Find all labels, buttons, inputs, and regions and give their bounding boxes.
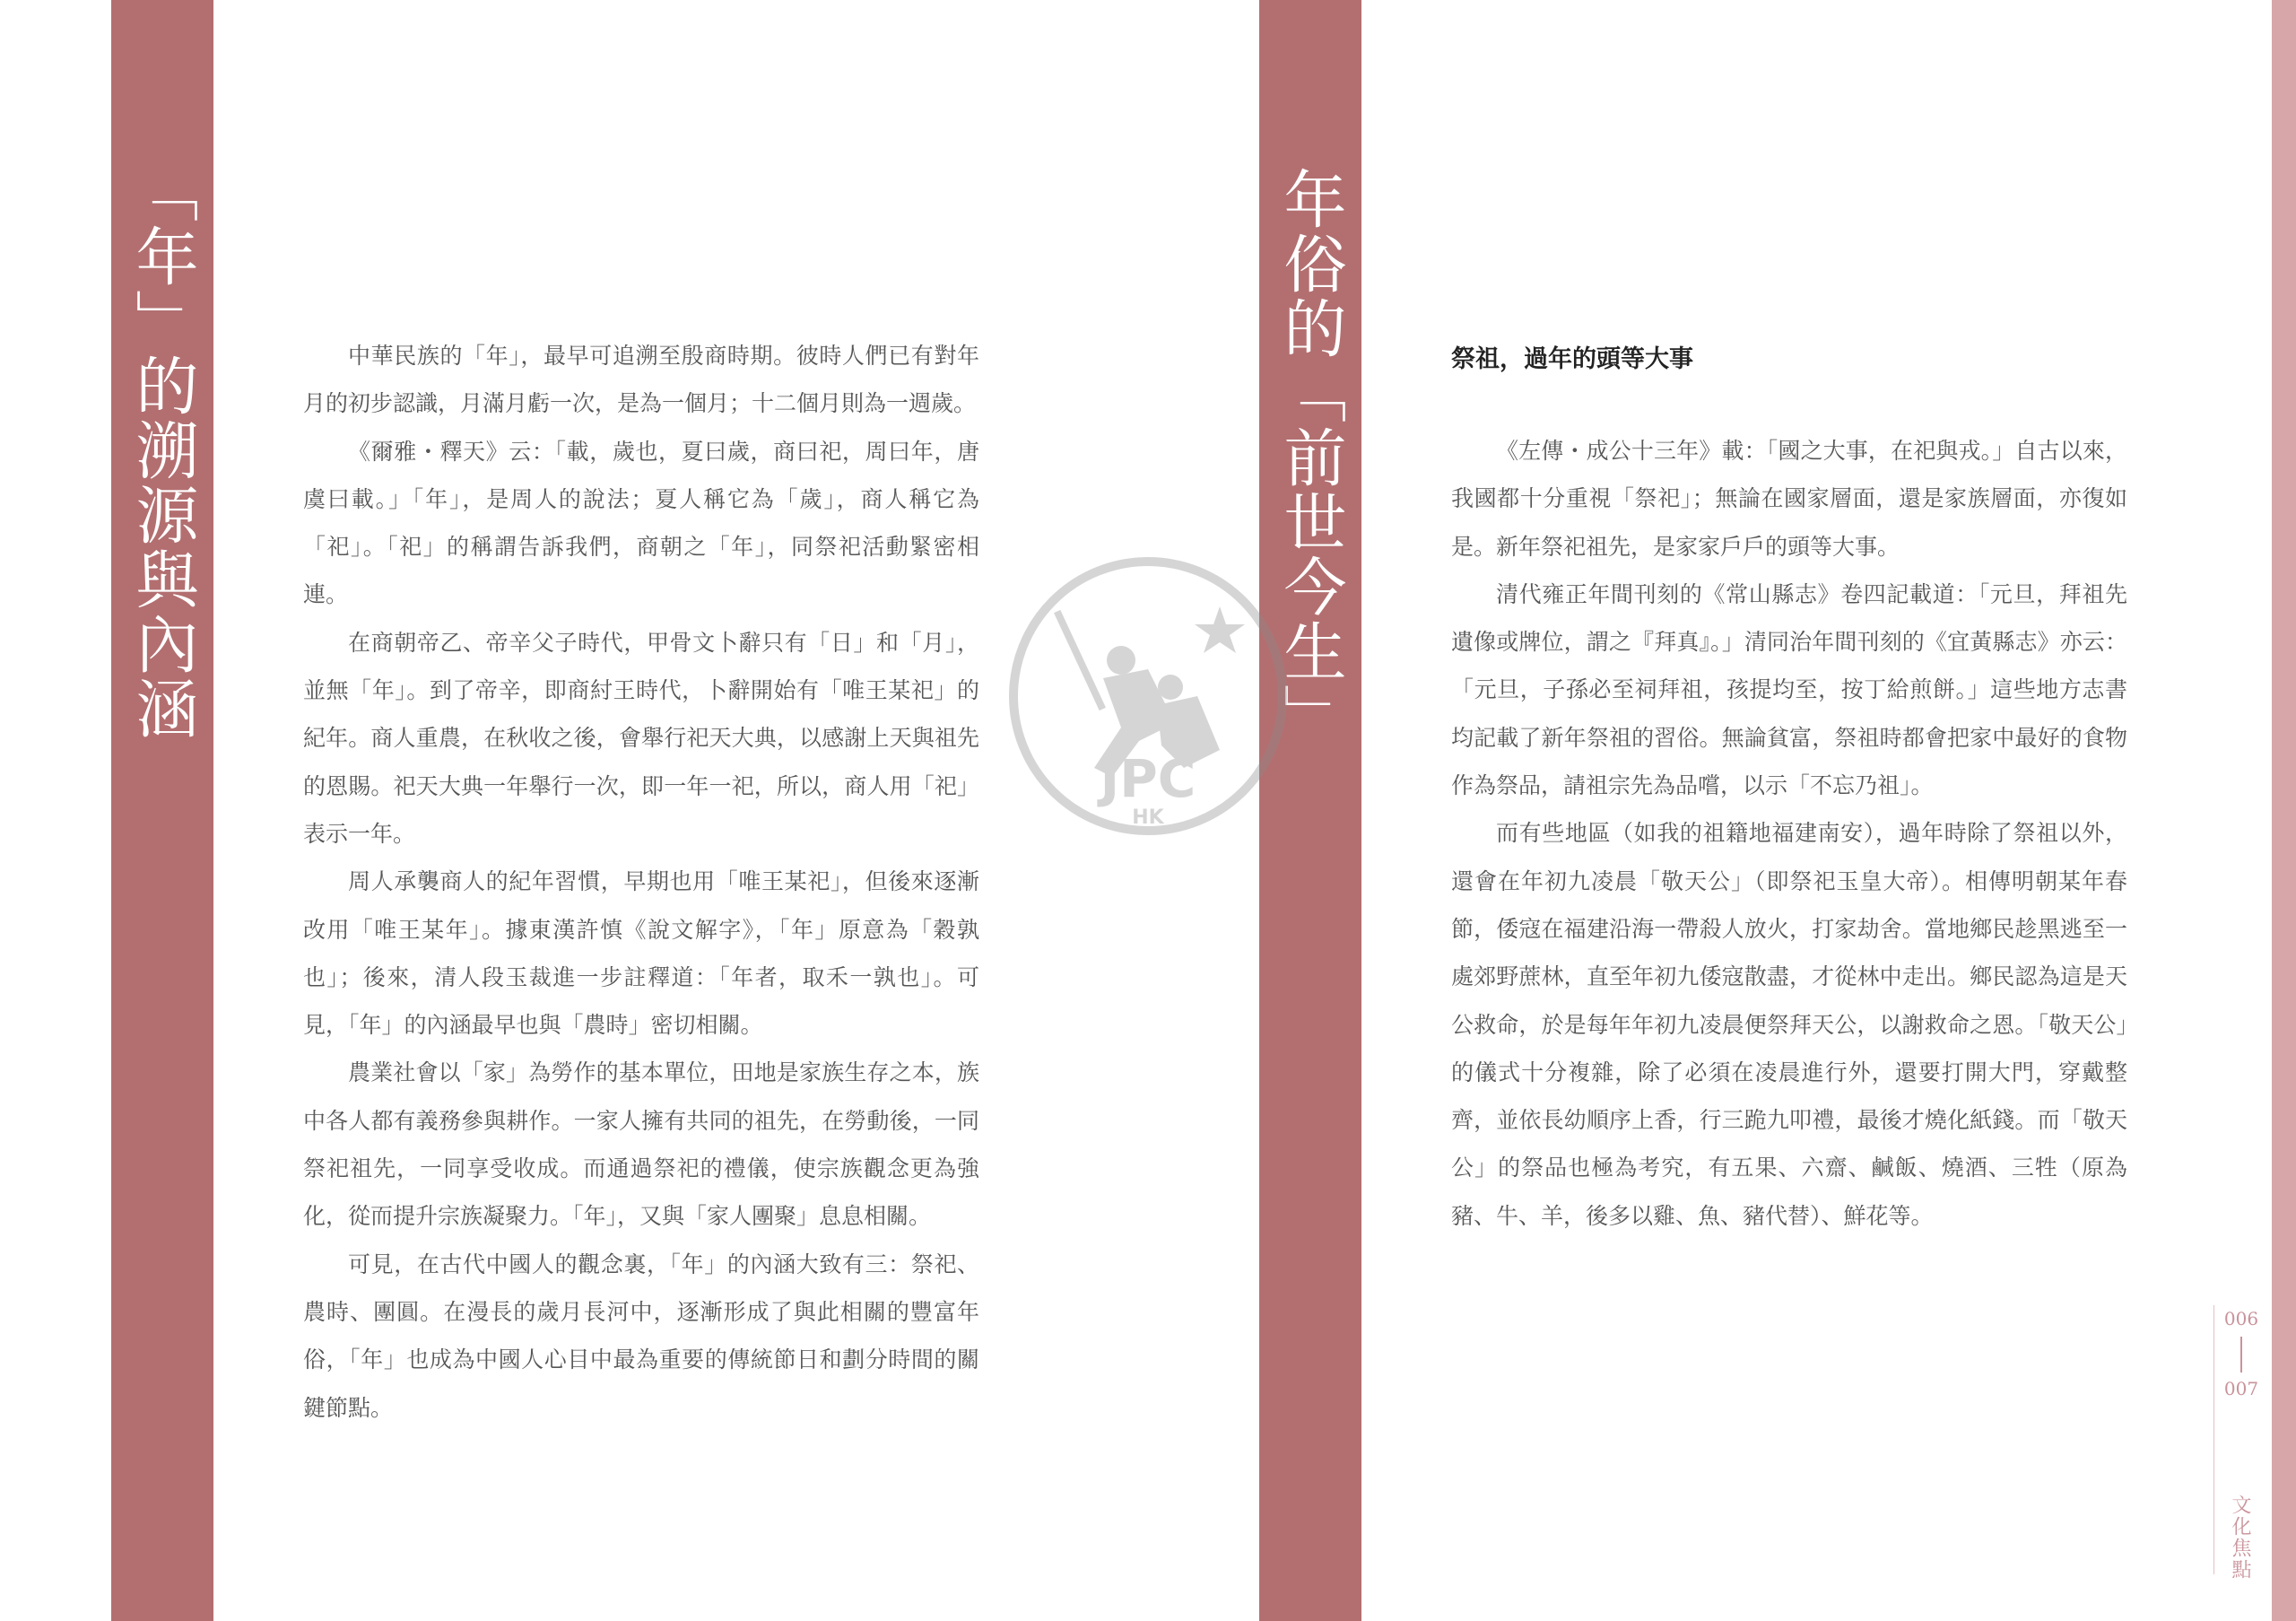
section-heading: 祭祖，過年的頭等大事 xyxy=(1451,345,1693,373)
paragraph: 清代雍正年間刊刻的《常山縣志》卷四記載道：「元旦，拜祖先遺像或牌位，謂之『拜真』。」清同治年間刊刻的《宜黃縣志》亦云：「元旦，子孫必至祠拜祖，孩提均至，按丁給煎餅。」這些地方志書均記載了新年祭祖的習俗。無論貧富，祭祖時都會把家中最好的食物作為祭品，請祖宗先為品嚐，以示「不忘乃祖」。 xyxy=(1451,580,2127,799)
star-icon xyxy=(1195,606,1245,653)
page-number-right: 007 xyxy=(2223,1378,2259,1399)
paragraph: 可見，在古代中國人的觀念裏，「年」的內涵大致有三：祭祀、農時、團圓。在漫長的歲月長河中，逐漸形成了與此相關的豐富年俗，「年」也成為中國人心目中最為重要的傳統節日和劃分時間的關鍵節點。 xyxy=(303,1251,979,1421)
paragraph: 《爾雅・釋天》云：「載，歲也，夏曰歲，商曰祀，周曰年，唐虞曰載。」「年」，是周人的說法；夏人稱它為「歲」，商人稱它為「祀」。「祀」的稱謂告訴我們，商朝之「年」，同祭祀活動緊密相連。 xyxy=(303,438,979,608)
watermark-logo xyxy=(1004,553,1292,840)
page-edge-band xyxy=(2272,0,2296,1621)
section-label: 文化焦點 xyxy=(2229,1495,2251,1581)
folio-rule xyxy=(2213,1305,2214,1574)
left-page-title: 「年」的溯源與內涵 xyxy=(126,160,199,741)
page-number-separator xyxy=(2240,1337,2242,1373)
paragraph: 在商朝帝乙、帝辛父子時代，甲骨文卜辭只有「日」和「月」，並無「年」。到了帝辛，即商紂王時代，卜辭開始有「唯王某祀」的紀年。商人重農，在秋收之後，會舉行祀天大典，以感謝上天與祖先的恩賜。祀天大典一年舉行一次，即一年一祀，所以，商人用「祀」表示一年。 xyxy=(303,629,979,847)
paragraph: 中華民族的「年」，最早可追溯至殷商時期。彼時人們已有對年月的初步認識，月滿月虧一次，是為一個月；十二個月則為一週歲。 xyxy=(303,343,979,417)
left-body-text xyxy=(303,332,979,1432)
paragraph: 農業社會以「家」為勞作的基本單位，田地是家族生存之本，族中各人都有義務參與耕作。一家人擁有共同的祖先，在勞動後，一同祭祀祖先，一同享受收成。而通過祭祀的禮儀，使宗族觀念更為強化，從而提升宗族凝聚力。「年」，又與「家人團聚」息息相關。 xyxy=(303,1059,979,1230)
paragraph: 周人承襲商人的紀年習慣，早期也用「唯王某祀」，但後來逐漸改用「唯王某年」。據東漢許慎《說文解字》，「年」原意為「穀孰也」；後來，清人段玉裁進一步註釋道：「年者，取禾一孰也」。可見，「年」的內涵最早也與「農時」密切相關。 xyxy=(303,868,979,1039)
watermark-letters: JPC xyxy=(1100,748,1196,809)
paragraph: 而有些地區（如我的祖籍地福建南安），過年時除了祭祖以外，還會在年初九凌晨「敬天公」（即祭祀玉皇大帝）。相傳明朝某年春節，倭寇在福建沿海一帶殺人放火，打家劫舍。當地鄉民趁黑逃至一處郊野蔗林，直至年初九倭寇散盡，才從林中走出。鄉民認為這是天公救命，於是每年年初九凌晨便祭拜天公，以謝救命之恩。「敬天公」的儀式十分複雜，除了必須在凌晨進行外，還要打開大門，穿戴整齊，並依長幼順序上香，行三跪九叩禮，最後才燒化紙錢。而「敬天公」的祭品也極為考究，有五果、六齋、鹹飯、燒酒、三牲（原為豬、牛、羊，後多以雞、魚、豬代替）、鮮花等。 xyxy=(1451,820,2127,1229)
watermark-subletters: HK xyxy=(1132,806,1164,829)
page-number-left: 006 xyxy=(2223,1308,2259,1329)
right-body-text xyxy=(1451,427,2127,1240)
paragraph: 《左傳・成公十三年》載：「國之大事，在祀與戎。」自古以來，我國都十分重視「祭祀」；無論在國家層面，還是家族層面，亦復如是。新年祭祀祖先，是家家戶戶的頭等大事。 xyxy=(1451,438,2127,560)
right-page-title: 年俗的「前世今生」 xyxy=(1274,167,1347,748)
